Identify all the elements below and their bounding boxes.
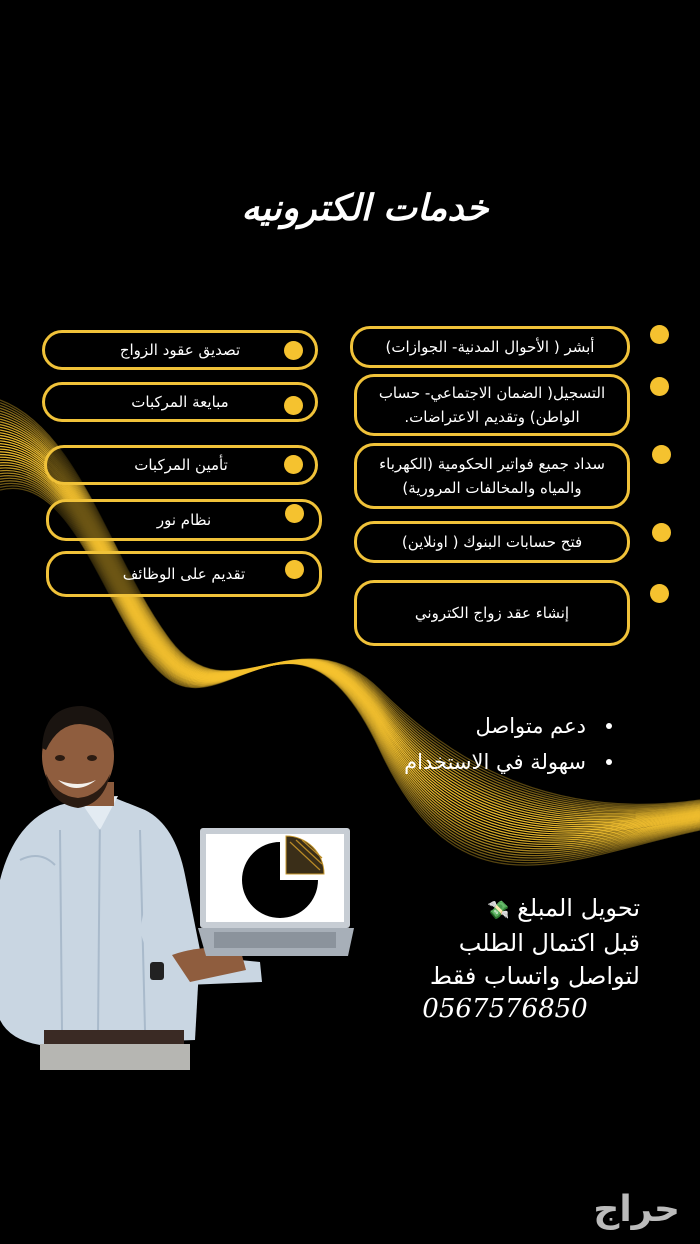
service-registration: التسجيل( الضمان الاجتماعي- حساب الواطن) وتقديم الاعتراضات. [354, 374, 630, 436]
service-marriage-contract: إنشاء عقد زواج الكتروني [354, 580, 630, 646]
bullet-dot [652, 523, 671, 542]
contact-block [400, 892, 640, 1026]
bullet-dot [284, 455, 303, 474]
service-job-application: تقديم على الوظائف [46, 551, 322, 597]
service-bank-accounts: فتح حسابات البنوك ( اونلاين) [354, 521, 630, 563]
whatsapp-only-line: لتواصل واتساب فقط [429, 962, 640, 990]
money-with-wings-icon: 💸 [487, 900, 510, 921]
haraj-watermark-logo: حراج [593, 1189, 680, 1230]
bullet-dot [285, 560, 304, 579]
bullet-dot [285, 504, 304, 523]
page-title: خدمات الكترونيه [241, 188, 489, 229]
transfer-line: تحويل المبلغ 💸 [400, 892, 640, 927]
service-vehicle-sale: مبايعة المركبات [42, 382, 318, 422]
before-order-line: قبل اكتمال الطلب [458, 929, 640, 957]
service-bills: سداد جميع فواتير الحكومية (الكهرباء والمياه والمخالفات المرورية) [354, 443, 630, 509]
bullet-dot [650, 325, 669, 344]
service-vehicle-insurance: تأمين المركبات [44, 445, 318, 485]
feature-item: دعم متواصل [404, 708, 612, 744]
man-with-laptop-illustration [0, 700, 360, 1070]
feature-item: سهولة في الاستخدام [404, 744, 612, 780]
bullet-dot [652, 445, 671, 464]
features-list [404, 708, 612, 780]
service-marriage-certification: تصديق عقود الزواج [42, 330, 318, 370]
bullet-dot [650, 377, 669, 396]
phone-number: 0567576850 [422, 994, 588, 1024]
bullet-dot [284, 341, 303, 360]
bullet-dot [284, 396, 303, 415]
service-absher: أبشر ( الأحوال المدنية- الجوازات) [350, 326, 630, 368]
service-noor-system: نظام نور [46, 499, 322, 541]
bullet-dot [650, 584, 669, 603]
